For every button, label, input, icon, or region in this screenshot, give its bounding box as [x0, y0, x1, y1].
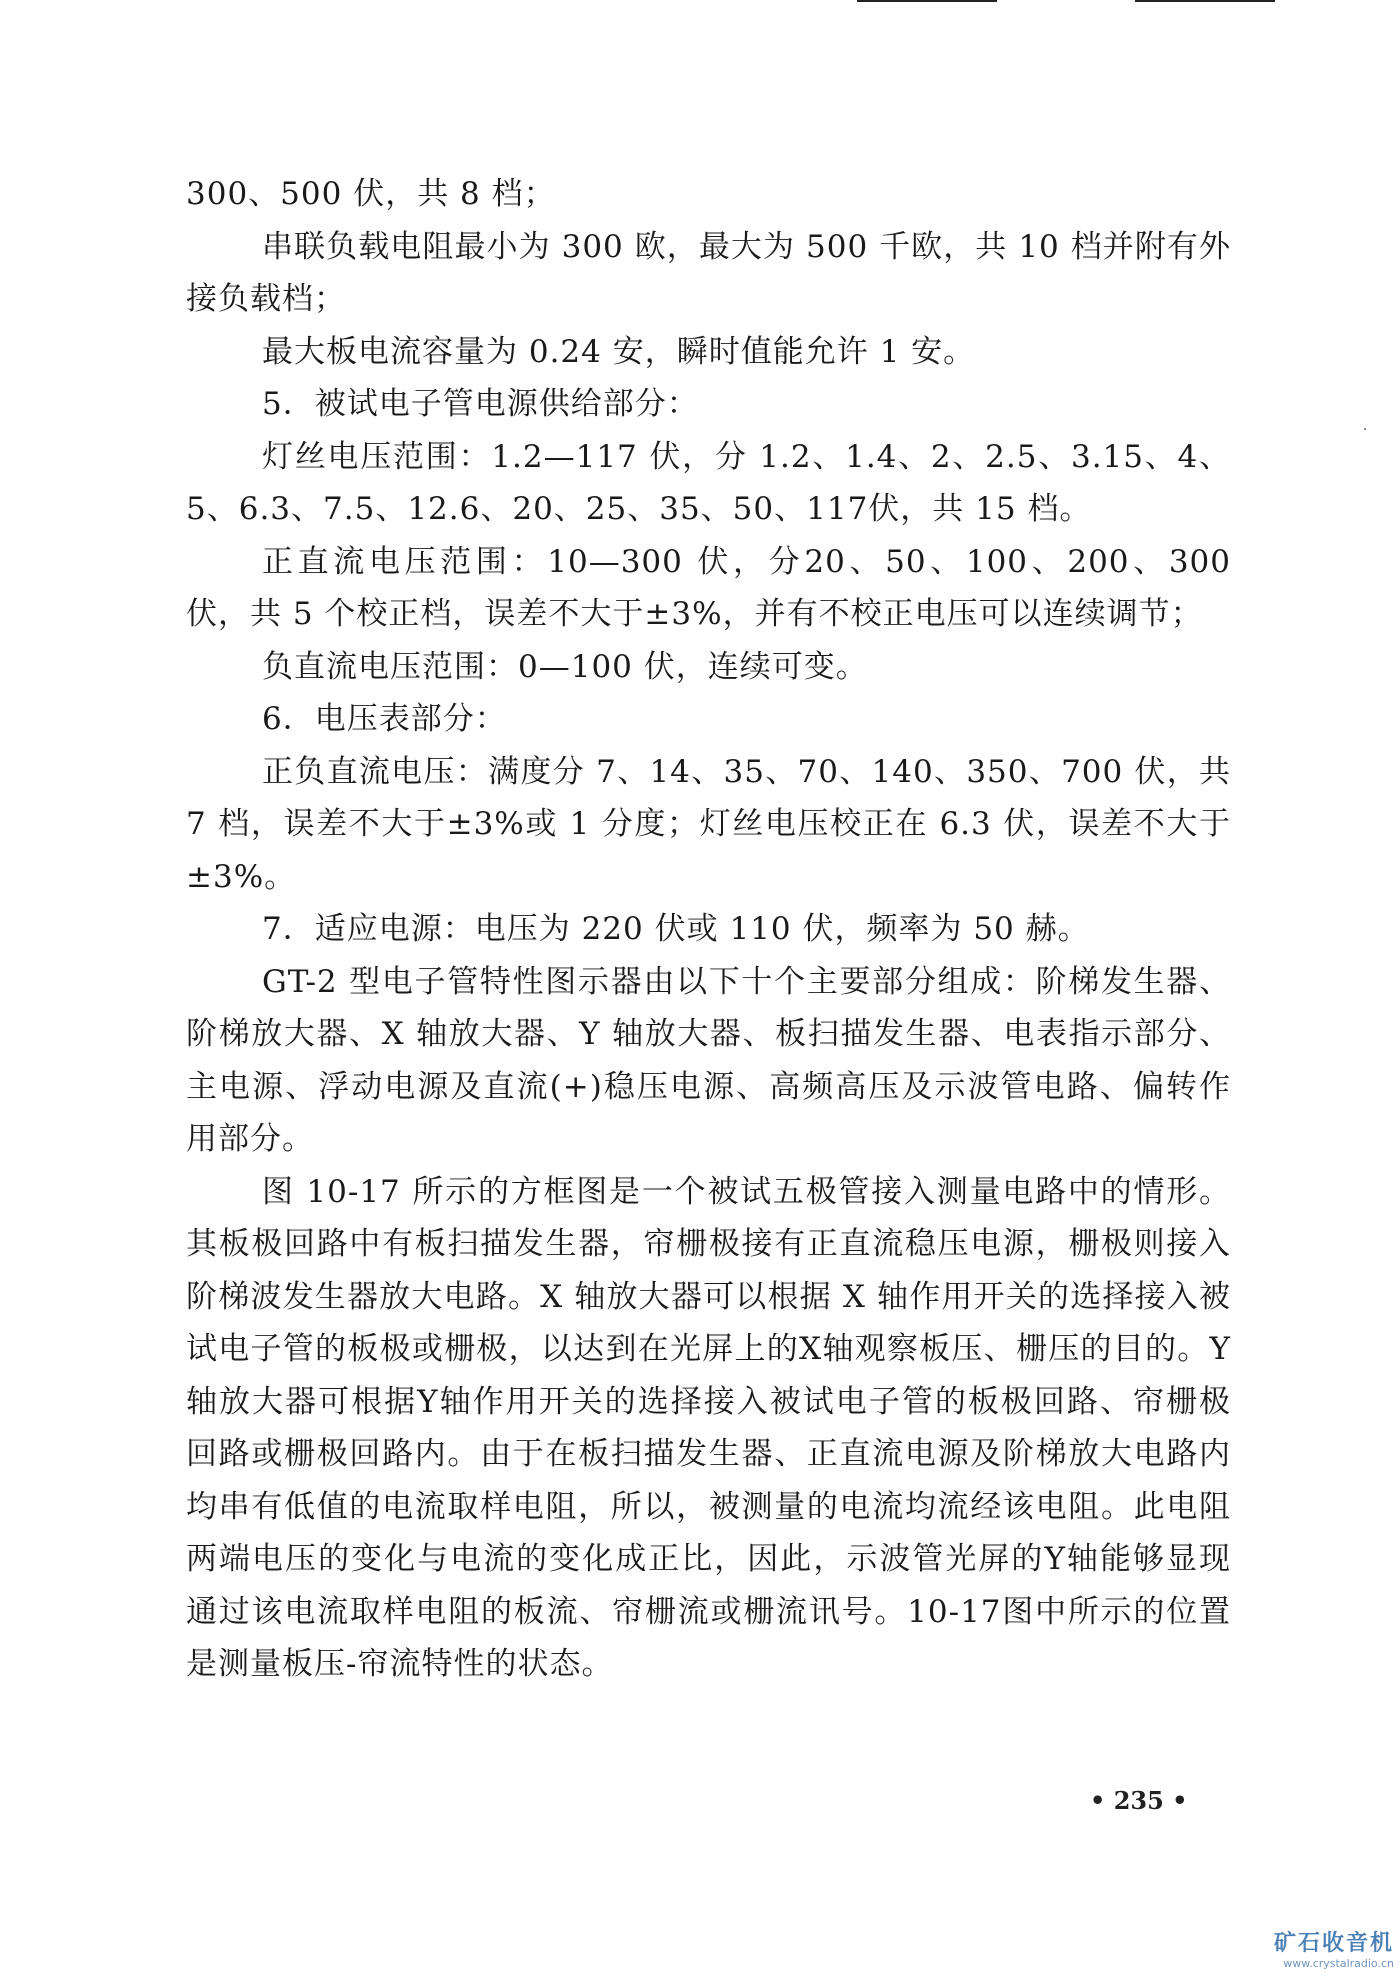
paragraph-filament-voltage: 灯丝电压范围：1.2—117 伏，分 1.2、1.4、2、2.5、3.15、4、5、6.3、7.5、12.6、20、25、35、50、117伏，共 15 档。: [186, 438, 1231, 527]
top-rule-left: [857, 0, 997, 2]
paragraph-load-resistance: 串联负载电阻最小为 300 欧，最大为 500 千欧，共 10 档并附有外接负载档；: [186, 228, 1231, 317]
watermark: [1274, 1926, 1394, 1970]
page-number: • 235 •: [1090, 1786, 1188, 1815]
watermark-url: www.crystalradio.cn: [1283, 1957, 1394, 1970]
paragraph-continuation: 300、500 伏，共 8 档；: [186, 176, 556, 212]
paragraph-voltmeter-ranges: 正负直流电压：满度分 7、14、35、70、140、350、700 伏，共 7 档，误差不大于±3%或 1 分度；灯丝电压校正在 6.3 伏，误差不大于±3%。: [186, 753, 1231, 895]
paragraph-negative-dc-voltage: 负直流电压范围：0—100 伏，连续可变。: [262, 648, 868, 685]
paragraph-positive-dc-voltage: 正直流电压范围：10—300 伏，分20、50、100、200、300 伏，共 5 个校正档，误差不大于±3%，并有不校正电压可以连续调节；: [186, 543, 1231, 632]
paragraph-mains-supply: 7．适应电源：电压为 220 伏或 110 伏，频率为 50 赫。: [262, 911, 1090, 947]
body-text: [186, 168, 1231, 1691]
section-heading-power-supply: 5．被试电子管电源供给部分：: [262, 386, 699, 422]
watermark-name: 矿石收音机: [1273, 1931, 1394, 1956]
paragraph-gt2-components: GT-2 型电子管特性图示器由以下十个主要部分组成：阶梯发生器、阶梯放大器、X 轴放大器、Y 轴放大器、板扫描发生器、电表指示部分、主电源、浮动电源及直流(+)稳压电源、高频高压及示波管电路、偏转作用部分。: [186, 963, 1231, 1157]
section-heading-voltmeter: 6．电压表部分：: [262, 701, 507, 737]
top-rule-right: [1135, 0, 1275, 2]
paragraph-max-plate-current: 最大板电流容量为 0.24 安，瞬时值能允许 1 安。: [262, 333, 976, 370]
paragraph-block-diagram: 图 10-17 所示的方框图是一个被试五极管接入测量电路中的情形。其板极回路中有板扫描发生器，帘栅极接有正直流稳压电源，栅极则接入阶梯波发生器放大电路。X 轴放大器可以根据 X 轴作用开关的选择接入被试电子管的板极或栅极，以达到在光屏上的X轴观察板压、栅压的目的。Y 轴放大器可根据Y轴作用开关的选择接入被试电子管的板极回路、帘栅极回路或栅极回路内。由于在板扫描发生器、正直流电源及阶梯放大电路内均串有低值的电流取样电阻，所以，被测量的电流均流经该电阻。此电阻两端电压的变化与电流的变化成正比，因此，示波管光屏的Y轴能够显现通过该电流取样电阻的板流、帘栅流或栅流讯号。10-17图中所示的位置是测量板压-帘流特性的状态。: [186, 1173, 1231, 1682]
scan-speck: [1364, 428, 1366, 430]
